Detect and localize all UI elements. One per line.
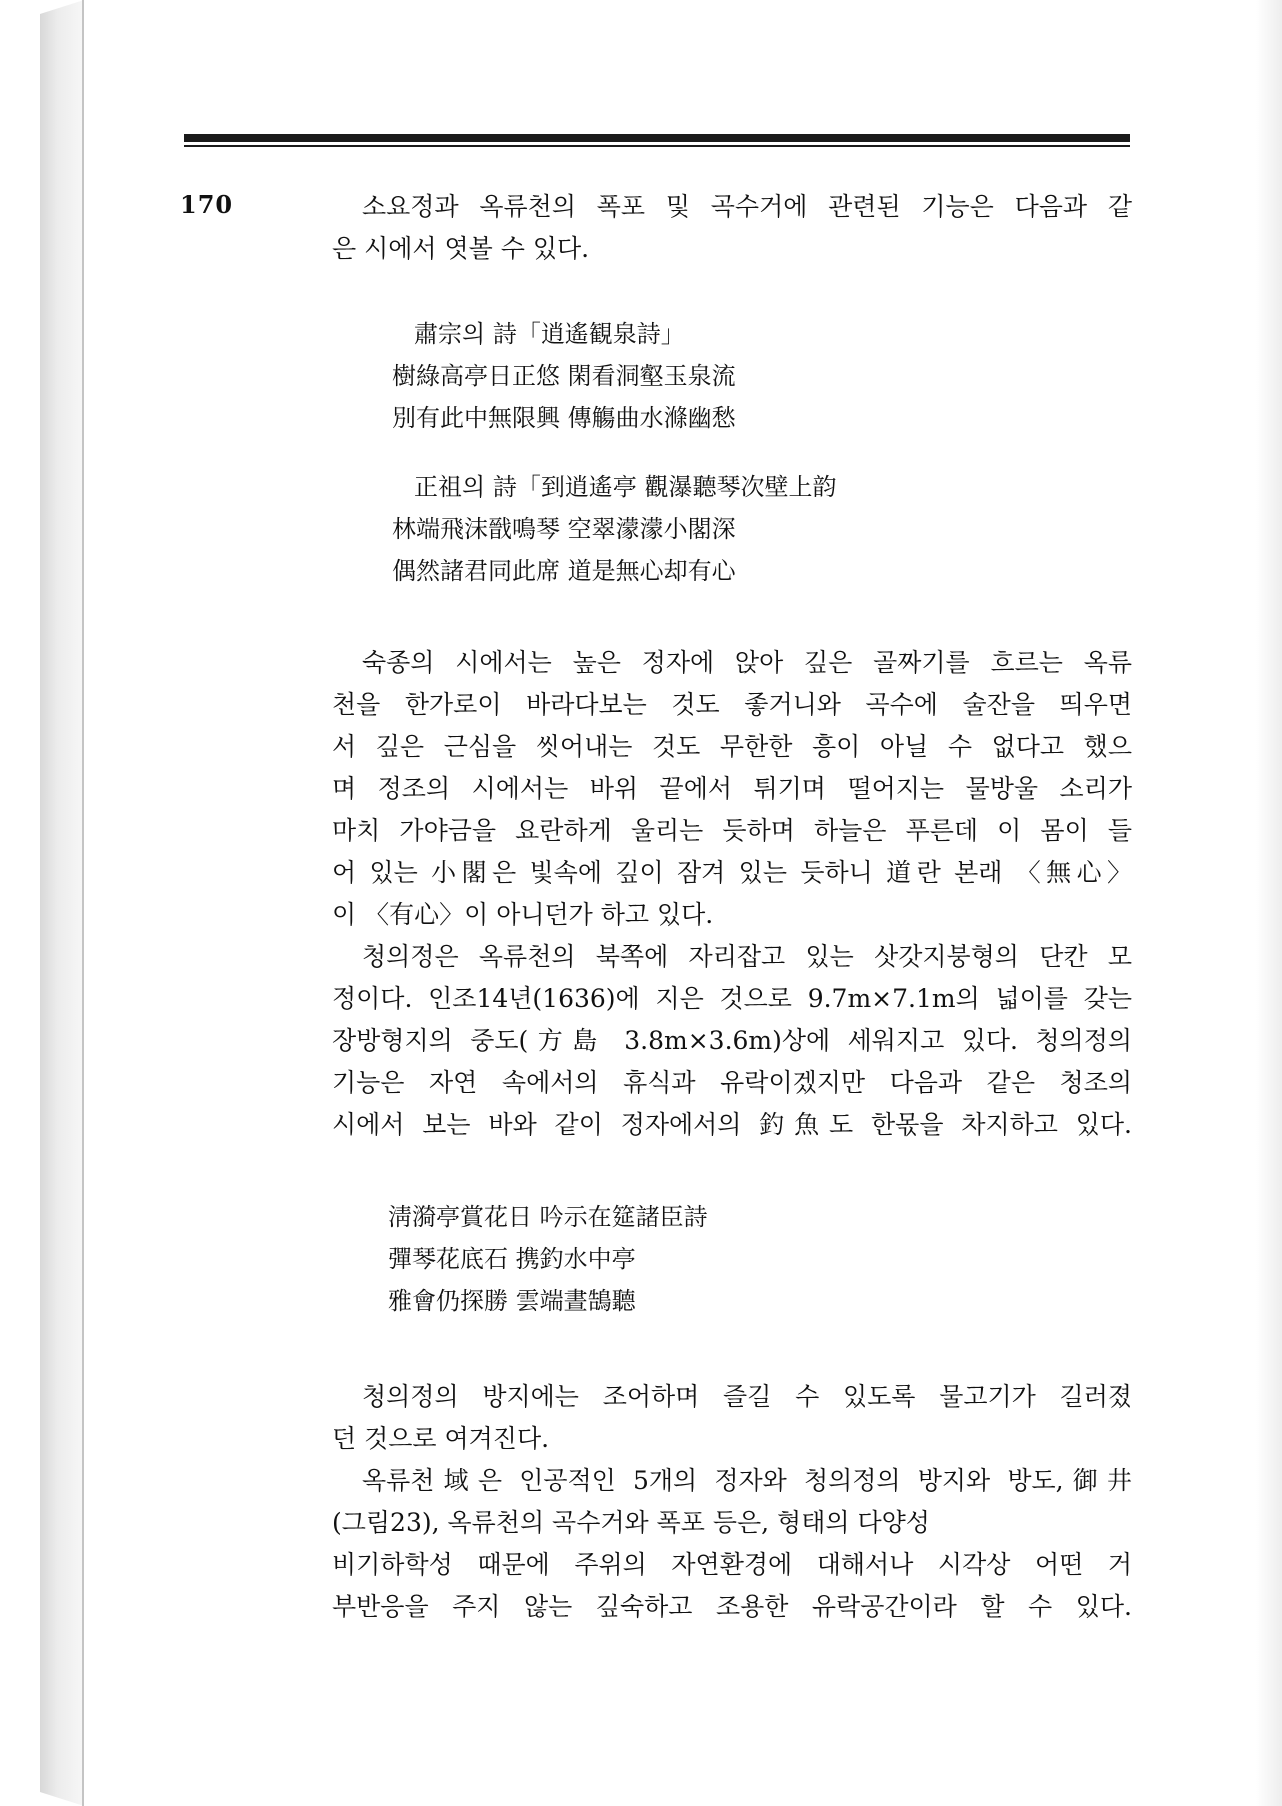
- poem-heading: 肅宗의 詩「逍遙観泉詩」: [414, 320, 685, 348]
- body-paragraph-3: [332, 1376, 1132, 1628]
- text-line: 기능은 자연 속에서의 휴식과 유락이겠지만 다음과 같은 청조의: [332, 1068, 1132, 1097]
- text-line: 던 것으로 여겨진다.: [332, 1424, 550, 1453]
- poem-line: 偶然諸君同此席 道是無心却有心: [392, 557, 736, 585]
- header-rule: [184, 134, 1130, 142]
- text-line: 시에서 보는 바와 같이 정자에서의 釣魚도 한몫을 차지하고 있다.: [332, 1110, 1132, 1139]
- page-right-shade: [1256, 0, 1282, 1806]
- poem-jeongjo: [392, 466, 1092, 592]
- poem-line: 別有此中無限興 傳觴曲水滌幽愁: [392, 404, 736, 432]
- text-line: 소요정과 옥류천의 폭포 및 곡수거에 관련된 기능은 다음과 같: [362, 192, 1132, 221]
- poem-line: 樹綠高亭日正悠 閑看洞壑玉泉流: [392, 362, 736, 390]
- text-line: 부반응을 주지 않는 깊숙하고 조용한 유락공간이라 할 수 있다.: [332, 1592, 1132, 1621]
- text-line: 어 있는 小閣은 빛속에 깊이 잠겨 있는 듯하니 道란 본래 〈無心〉: [332, 858, 1132, 887]
- text-line: 마치 가야금을 요란하게 울리는 듯하며 하늘은 푸른데 이 몸이 들: [332, 816, 1132, 845]
- text-line: 청의정의 방지에는 조어하며 즐길 수 있도록 물고기가 길러졌: [362, 1382, 1132, 1411]
- poem-cheonguijeong: [388, 1196, 1088, 1322]
- body-paragraph-1: [332, 642, 1132, 1146]
- text-line: 정이다. 인조14년(1636)에 지은 것으로 9.7m×7.1m의 넓이를 갖는: [332, 984, 1132, 1013]
- intro-paragraph: [332, 186, 1132, 270]
- page-number: 170: [180, 190, 234, 219]
- poem-line: 彈琴花底石 携釣水中亭: [388, 1245, 636, 1273]
- poem-sukjong: [392, 313, 1092, 439]
- poem-heading: 正祖의 詩「到逍遙亭 觀瀑聽琴次壁上韵: [414, 473, 837, 501]
- text-line: 청의정은 옥류천의 북쪽에 자리잡고 있는 삿갓지붕형의 단칸 모: [362, 942, 1132, 971]
- text-line: 이 〈有心〉이 아니던가 하고 있다.: [332, 900, 714, 929]
- text-line: 비기하학성 때문에 주위의 자연환경에 대해서나 시각상 어떤 거: [332, 1550, 1132, 1579]
- text-line: (그림23), 옥류천의 곡수거와 폭포 등은, 형태의 다양성: [332, 1508, 930, 1537]
- text-line: 숙종의 시에서는 높은 정자에 앉아 깊은 골짜기를 흐르는 옥류: [362, 648, 1132, 677]
- poem-line: 林端飛沫戩鳴琴 空翠濛濛小閣深: [392, 515, 736, 543]
- text-line: 며 정조의 시에서는 바위 끝에서 튀기며 떨어지는 물방울 소리가: [332, 774, 1132, 803]
- page-edge-line: [82, 0, 84, 1806]
- text-line: 서 깊은 근심을 씻어내는 것도 무한한 흥이 아닐 수 없다고 했으: [332, 732, 1132, 761]
- poem-line: 雅會仍探勝 雲端晝鵠聽: [388, 1287, 636, 1315]
- header-rule-thin: [184, 145, 1130, 147]
- page-edge: [40, 0, 84, 1806]
- poem-line: 淸漪亭賞花日 吟示在筵諸臣詩: [388, 1203, 708, 1231]
- text-line: 옥류천域은 인공적인 5개의 정자와 청의정의 방지와 방도,御井: [362, 1466, 1132, 1495]
- text-line: 장방형지의 중도(方島 3.8m×3.6m)상에 세워지고 있다. 청의정의: [332, 1026, 1132, 1055]
- text-line: 천을 한가로이 바라다보는 것도 좋거니와 곡수에 술잔을 띄우면: [332, 690, 1132, 719]
- text-line: 은 시에서 엿볼 수 있다.: [332, 234, 590, 263]
